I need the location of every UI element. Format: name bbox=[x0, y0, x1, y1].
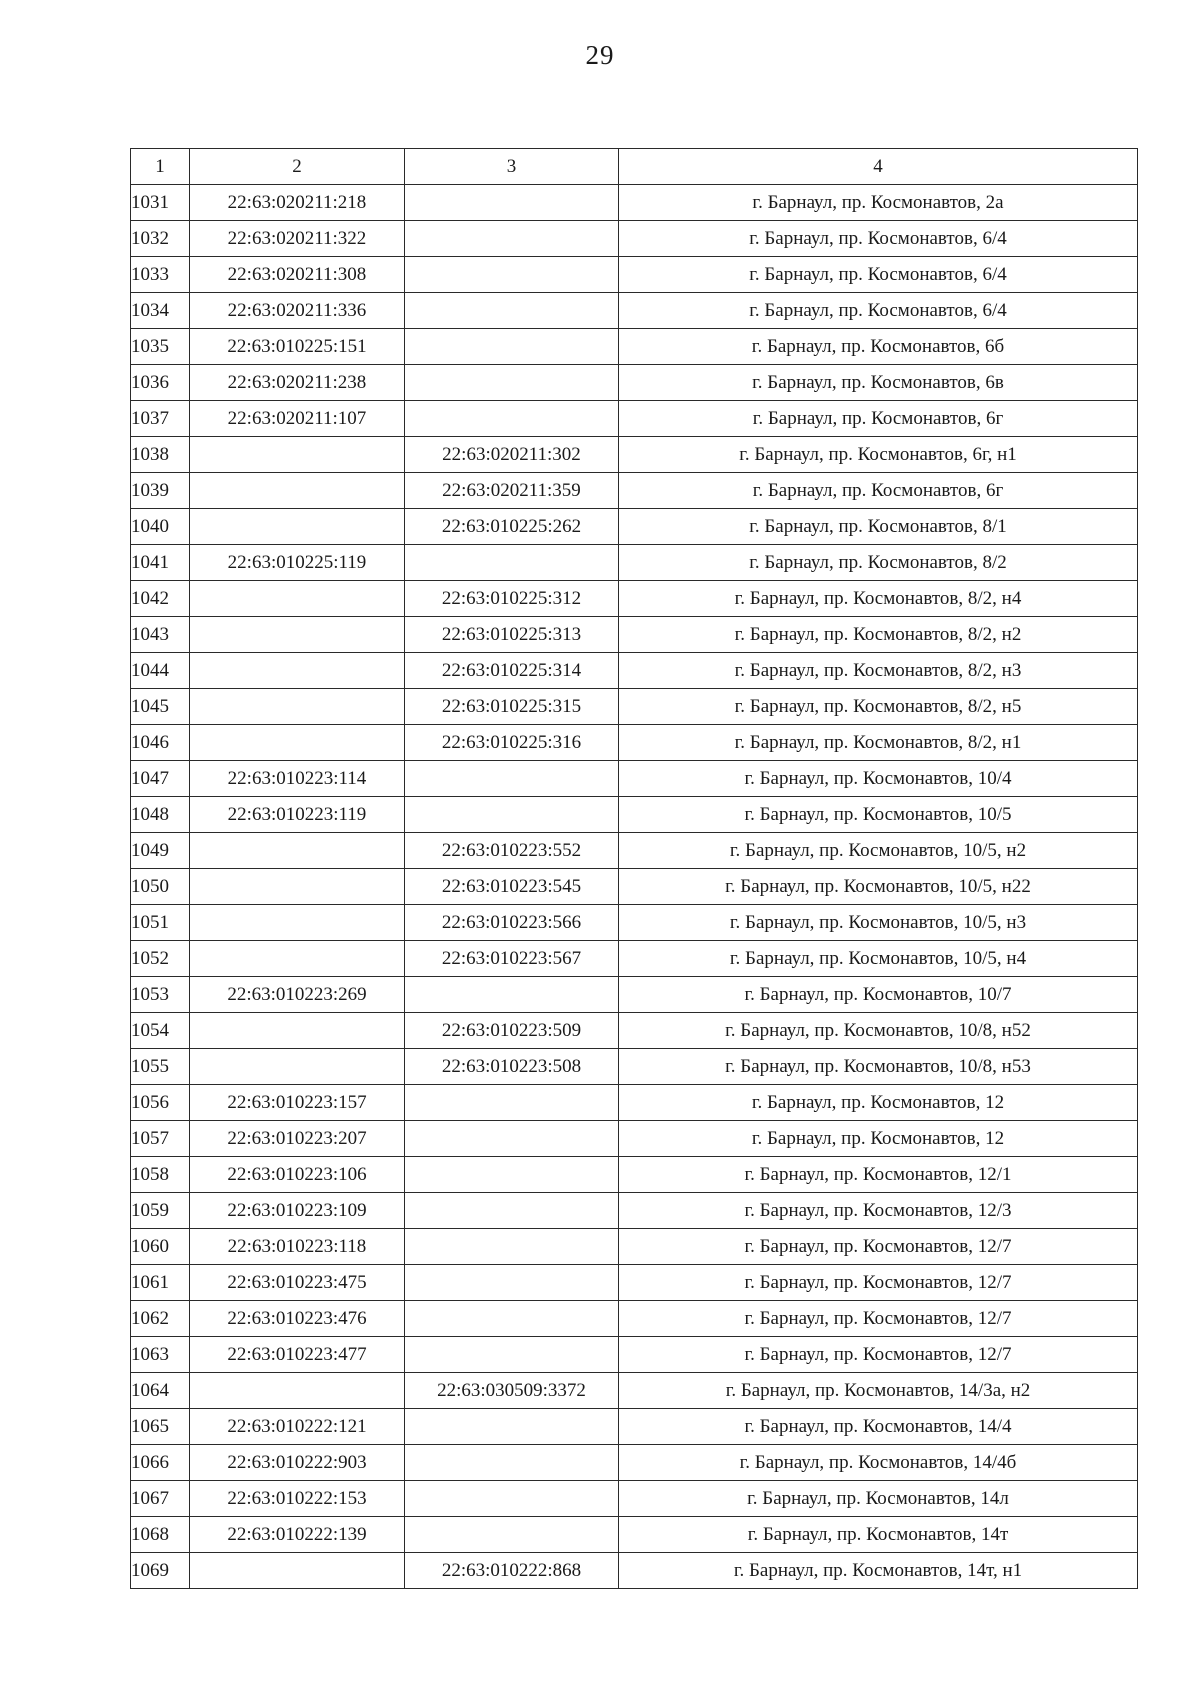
address-cell: г. Барнаул, пр. Космонавтов, 10/5 bbox=[619, 797, 1138, 833]
address-cell: г. Барнаул, пр. Космонавтов, 12/3 bbox=[619, 1193, 1138, 1229]
cadastral-number-cell: 22:63:010223:157 bbox=[190, 1085, 405, 1121]
premises-cadastral-number-cell bbox=[405, 1409, 619, 1445]
cadastral-number-cell bbox=[190, 617, 405, 653]
row-number-cell: 1031 bbox=[131, 185, 190, 221]
row-number-cell: 1042 bbox=[131, 581, 190, 617]
header-col-2: 2 bbox=[190, 149, 405, 185]
row-number-cell: 1062 bbox=[131, 1301, 190, 1337]
address-cell: г. Барнаул, пр. Космонавтов, 8/1 bbox=[619, 509, 1138, 545]
table-row bbox=[131, 365, 1138, 401]
premises-cadastral-number-cell: 22:63:010225:313 bbox=[405, 617, 619, 653]
premises-cadastral-number-cell: 22:63:010223:566 bbox=[405, 905, 619, 941]
cadastral-number-cell: 22:63:010225:119 bbox=[190, 545, 405, 581]
premises-cadastral-number-cell bbox=[405, 545, 619, 581]
cadastral-number-cell: 22:63:010222:903 bbox=[190, 1445, 405, 1481]
address-cell: г. Барнаул, пр. Космонавтов, 12/7 bbox=[619, 1301, 1138, 1337]
row-number-cell: 1037 bbox=[131, 401, 190, 437]
premises-cadastral-number-cell bbox=[405, 221, 619, 257]
premises-cadastral-number-cell bbox=[405, 1121, 619, 1157]
row-number-cell: 1043 bbox=[131, 617, 190, 653]
row-number-cell: 1064 bbox=[131, 1373, 190, 1409]
cadastral-number-cell: 22:63:020211:322 bbox=[190, 221, 405, 257]
address-cell: г. Барнаул, пр. Космонавтов, 10/8, н53 bbox=[619, 1049, 1138, 1085]
address-cell: г. Барнаул, пр. Космонавтов, 8/2, н1 bbox=[619, 725, 1138, 761]
premises-cadastral-number-cell bbox=[405, 1337, 619, 1373]
table-row bbox=[131, 1337, 1138, 1373]
cadastral-number-cell bbox=[190, 905, 405, 941]
address-cell: г. Барнаул, пр. Космонавтов, 6г, н1 bbox=[619, 437, 1138, 473]
table-row bbox=[131, 869, 1138, 905]
premises-cadastral-number-cell bbox=[405, 797, 619, 833]
premises-cadastral-number-cell: 22:63:010225:314 bbox=[405, 653, 619, 689]
row-number-cell: 1045 bbox=[131, 689, 190, 725]
row-number-cell: 1066 bbox=[131, 1445, 190, 1481]
premises-cadastral-number-cell bbox=[405, 1157, 619, 1193]
row-number-cell: 1032 bbox=[131, 221, 190, 257]
address-cell: г. Барнаул, пр. Космонавтов, 12/1 bbox=[619, 1157, 1138, 1193]
table-row bbox=[131, 1553, 1138, 1589]
premises-cadastral-number-cell: 22:63:010223:545 bbox=[405, 869, 619, 905]
premises-cadastral-number-cell bbox=[405, 185, 619, 221]
cadastral-number-cell: 22:63:010223:476 bbox=[190, 1301, 405, 1337]
table-row bbox=[131, 977, 1138, 1013]
address-cell: г. Барнаул, пр. Космонавтов, 8/2, н2 bbox=[619, 617, 1138, 653]
cadastral-number-cell: 22:63:010223:207 bbox=[190, 1121, 405, 1157]
address-cell: г. Барнаул, пр. Космонавтов, 14т, н1 bbox=[619, 1553, 1138, 1589]
row-number-cell: 1051 bbox=[131, 905, 190, 941]
row-number-cell: 1040 bbox=[131, 509, 190, 545]
cadastral-number-cell bbox=[190, 473, 405, 509]
row-number-cell: 1057 bbox=[131, 1121, 190, 1157]
cadastral-number-cell bbox=[190, 725, 405, 761]
cadastral-number-cell: 22:63:010223:269 bbox=[190, 977, 405, 1013]
premises-cadastral-number-cell: 22:63:010223:552 bbox=[405, 833, 619, 869]
cadastral-number-cell: 22:63:010222:121 bbox=[190, 1409, 405, 1445]
premises-cadastral-number-cell bbox=[405, 1265, 619, 1301]
table-row bbox=[131, 473, 1138, 509]
premises-cadastral-number-cell bbox=[405, 1085, 619, 1121]
table-row bbox=[131, 545, 1138, 581]
row-number-cell: 1035 bbox=[131, 329, 190, 365]
premises-cadastral-number-cell: 22:63:010223:567 bbox=[405, 941, 619, 977]
row-number-cell: 1067 bbox=[131, 1481, 190, 1517]
premises-cadastral-number-cell bbox=[405, 1445, 619, 1481]
cadastral-number-cell: 22:63:020211:238 bbox=[190, 365, 405, 401]
table-row bbox=[131, 401, 1138, 437]
cadastral-number-cell bbox=[190, 437, 405, 473]
table-row bbox=[131, 1085, 1138, 1121]
row-number-cell: 1063 bbox=[131, 1337, 190, 1373]
row-number-cell: 1044 bbox=[131, 653, 190, 689]
table-row bbox=[131, 1517, 1138, 1553]
table-row bbox=[131, 1049, 1138, 1085]
table-row bbox=[131, 1373, 1138, 1409]
table-row bbox=[131, 1013, 1138, 1049]
premises-cadastral-number-cell: 22:63:010225:312 bbox=[405, 581, 619, 617]
row-number-cell: 1039 bbox=[131, 473, 190, 509]
cadastral-number-cell: 22:63:020211:336 bbox=[190, 293, 405, 329]
header-col-4: 4 bbox=[619, 149, 1138, 185]
address-cell: г. Барнаул, пр. Космонавтов, 10/7 bbox=[619, 977, 1138, 1013]
address-cell: г. Барнаул, пр. Космонавтов, 10/5, н4 bbox=[619, 941, 1138, 977]
cadastral-number-cell bbox=[190, 1373, 405, 1409]
table-row bbox=[131, 293, 1138, 329]
table-row bbox=[131, 797, 1138, 833]
table-row bbox=[131, 581, 1138, 617]
premises-cadastral-number-cell: 22:63:010225:316 bbox=[405, 725, 619, 761]
cadastral-number-cell: 22:63:010223:475 bbox=[190, 1265, 405, 1301]
row-number-cell: 1034 bbox=[131, 293, 190, 329]
premises-cadastral-number-cell bbox=[405, 1517, 619, 1553]
row-number-cell: 1056 bbox=[131, 1085, 190, 1121]
page-number: 29 bbox=[585, 40, 615, 70]
address-cell: г. Барнаул, пр. Космонавтов, 10/5, н2 bbox=[619, 833, 1138, 869]
address-cell: г. Барнаул, пр. Космонавтов, 6/4 bbox=[619, 293, 1138, 329]
address-cell: г. Барнаул, пр. Космонавтов, 8/2 bbox=[619, 545, 1138, 581]
row-number-cell: 1050 bbox=[131, 869, 190, 905]
premises-cadastral-number-cell: 22:63:010225:315 bbox=[405, 689, 619, 725]
premises-cadastral-number-cell bbox=[405, 761, 619, 797]
cadastral-number-cell bbox=[190, 1553, 405, 1589]
cadastral-number-cell bbox=[190, 509, 405, 545]
address-cell: г. Барнаул, пр. Космонавтов, 14л bbox=[619, 1481, 1138, 1517]
table-body bbox=[131, 185, 1138, 1589]
header-col-1: 1 bbox=[131, 149, 190, 185]
table-row bbox=[131, 653, 1138, 689]
table-row bbox=[131, 1481, 1138, 1517]
table-row bbox=[131, 1445, 1138, 1481]
row-number-cell: 1047 bbox=[131, 761, 190, 797]
row-number-cell: 1055 bbox=[131, 1049, 190, 1085]
cadastral-number-cell: 22:63:010223:109 bbox=[190, 1193, 405, 1229]
address-cell: г. Барнаул, пр. Космонавтов, 10/5, н3 bbox=[619, 905, 1138, 941]
address-cell: г. Барнаул, пр. Космонавтов, 8/2, н4 bbox=[619, 581, 1138, 617]
address-cell: г. Барнаул, пр. Космонавтов, 2а bbox=[619, 185, 1138, 221]
cadastral-number-cell bbox=[190, 869, 405, 905]
table-row bbox=[131, 725, 1138, 761]
row-number-cell: 1058 bbox=[131, 1157, 190, 1193]
address-cell: г. Барнаул, пр. Космонавтов, 12/7 bbox=[619, 1337, 1138, 1373]
cadastral-number-cell: 22:63:010223:119 bbox=[190, 797, 405, 833]
table-row bbox=[131, 689, 1138, 725]
premises-cadastral-number-cell: 22:63:020211:302 bbox=[405, 437, 619, 473]
cadastral-number-cell bbox=[190, 653, 405, 689]
cadastral-number-cell: 22:63:020211:218 bbox=[190, 185, 405, 221]
cadastral-number-cell: 22:63:020211:308 bbox=[190, 257, 405, 293]
row-number-cell: 1061 bbox=[131, 1265, 190, 1301]
premises-cadastral-number-cell bbox=[405, 401, 619, 437]
premises-cadastral-number-cell bbox=[405, 1229, 619, 1265]
cadastral-number-cell: 22:63:010225:151 bbox=[190, 329, 405, 365]
table-row bbox=[131, 437, 1138, 473]
cadastral-number-cell: 22:63:010222:139 bbox=[190, 1517, 405, 1553]
row-number-cell: 1065 bbox=[131, 1409, 190, 1445]
table-row bbox=[131, 1121, 1138, 1157]
row-number-cell: 1069 bbox=[131, 1553, 190, 1589]
address-cell: г. Барнаул, пр. Космонавтов, 10/8, н52 bbox=[619, 1013, 1138, 1049]
table-row bbox=[131, 1409, 1138, 1445]
address-cell: г. Барнаул, пр. Космонавтов, 12 bbox=[619, 1121, 1138, 1157]
table-row bbox=[131, 1229, 1138, 1265]
premises-cadastral-number-cell bbox=[405, 1481, 619, 1517]
cadastral-number-cell bbox=[190, 1013, 405, 1049]
cadastral-number-cell bbox=[190, 689, 405, 725]
premises-cadastral-number-cell: 22:63:010223:508 bbox=[405, 1049, 619, 1085]
premises-cadastral-number-cell: 22:63:010223:509 bbox=[405, 1013, 619, 1049]
row-number-cell: 1049 bbox=[131, 833, 190, 869]
cadastral-number-cell bbox=[190, 581, 405, 617]
premises-cadastral-number-cell bbox=[405, 1301, 619, 1337]
premises-cadastral-number-cell bbox=[405, 1193, 619, 1229]
row-number-cell: 1060 bbox=[131, 1229, 190, 1265]
table-row bbox=[131, 329, 1138, 365]
premises-cadastral-number-cell bbox=[405, 365, 619, 401]
premises-cadastral-number-cell: 22:63:010222:868 bbox=[405, 1553, 619, 1589]
premises-cadastral-number-cell: 22:63:020211:359 bbox=[405, 473, 619, 509]
address-cell: г. Барнаул, пр. Космонавтов, 12 bbox=[619, 1085, 1138, 1121]
row-number-cell: 1033 bbox=[131, 257, 190, 293]
header-row bbox=[131, 149, 1138, 185]
premises-cadastral-number-cell bbox=[405, 293, 619, 329]
row-number-cell: 1052 bbox=[131, 941, 190, 977]
table-row bbox=[131, 761, 1138, 797]
address-cell: г. Барнаул, пр. Космонавтов, 12/7 bbox=[619, 1265, 1138, 1301]
premises-cadastral-number-cell: 22:63:030509:3372 bbox=[405, 1373, 619, 1409]
row-number-cell: 1048 bbox=[131, 797, 190, 833]
row-number-cell: 1038 bbox=[131, 437, 190, 473]
table-row bbox=[131, 1265, 1138, 1301]
cadastral-number-cell: 22:63:010222:153 bbox=[190, 1481, 405, 1517]
address-cell: г. Барнаул, пр. Космонавтов, 6/4 bbox=[619, 221, 1138, 257]
cadastral-number-cell: 22:63:010223:118 bbox=[190, 1229, 405, 1265]
row-number-cell: 1046 bbox=[131, 725, 190, 761]
premises-cadastral-number-cell: 22:63:010225:262 bbox=[405, 509, 619, 545]
address-cell: г. Барнаул, пр. Космонавтов, 6г bbox=[619, 401, 1138, 437]
address-cell: г. Барнаул, пр. Космонавтов, 6в bbox=[619, 365, 1138, 401]
address-cell: г. Барнаул, пр. Космонавтов, 14т bbox=[619, 1517, 1138, 1553]
table-row bbox=[131, 509, 1138, 545]
cadastral-number-cell bbox=[190, 941, 405, 977]
row-number-cell: 1068 bbox=[131, 1517, 190, 1553]
row-number-cell: 1059 bbox=[131, 1193, 190, 1229]
table-row bbox=[131, 905, 1138, 941]
table-row bbox=[131, 941, 1138, 977]
premises-cadastral-number-cell bbox=[405, 977, 619, 1013]
table-row bbox=[131, 1157, 1138, 1193]
cadastral-number-cell bbox=[190, 833, 405, 869]
header-col-3: 3 bbox=[405, 149, 619, 185]
address-cell: г. Барнаул, пр. Космонавтов, 6г bbox=[619, 473, 1138, 509]
premises-cadastral-number-cell bbox=[405, 257, 619, 293]
registry-table bbox=[130, 148, 1138, 1589]
table-row bbox=[131, 1301, 1138, 1337]
cadastral-number-cell: 22:63:010223:114 bbox=[190, 761, 405, 797]
table-header bbox=[131, 149, 1138, 185]
address-cell: г. Барнаул, пр. Космонавтов, 14/4 bbox=[619, 1409, 1138, 1445]
row-number-cell: 1041 bbox=[131, 545, 190, 581]
address-cell: г. Барнаул, пр. Космонавтов, 12/7 bbox=[619, 1229, 1138, 1265]
table-row bbox=[131, 221, 1138, 257]
table-row bbox=[131, 617, 1138, 653]
cadastral-number-cell: 22:63:020211:107 bbox=[190, 401, 405, 437]
address-cell: г. Барнаул, пр. Космонавтов, 8/2, н5 bbox=[619, 689, 1138, 725]
address-cell: г. Барнаул, пр. Космонавтов, 10/4 bbox=[619, 761, 1138, 797]
row-number-cell: 1054 bbox=[131, 1013, 190, 1049]
address-cell: г. Барнаул, пр. Космонавтов, 6б bbox=[619, 329, 1138, 365]
cadastral-number-cell: 22:63:010223:106 bbox=[190, 1157, 405, 1193]
table-row bbox=[131, 833, 1138, 869]
address-cell: г. Барнаул, пр. Космонавтов, 14/4б bbox=[619, 1445, 1138, 1481]
cadastral-number-cell bbox=[190, 1049, 405, 1085]
address-cell: г. Барнаул, пр. Космонавтов, 14/3а, н2 bbox=[619, 1373, 1138, 1409]
row-number-cell: 1036 bbox=[131, 365, 190, 401]
address-cell: г. Барнаул, пр. Космонавтов, 8/2, н3 bbox=[619, 653, 1138, 689]
address-cell: г. Барнаул, пр. Космонавтов, 6/4 bbox=[619, 257, 1138, 293]
row-number-cell: 1053 bbox=[131, 977, 190, 1013]
table-row bbox=[131, 257, 1138, 293]
table-row bbox=[131, 185, 1138, 221]
address-cell: г. Барнаул, пр. Космонавтов, 10/5, н22 bbox=[619, 869, 1138, 905]
cadastral-number-cell: 22:63:010223:477 bbox=[190, 1337, 405, 1373]
premises-cadastral-number-cell bbox=[405, 329, 619, 365]
table-row bbox=[131, 1193, 1138, 1229]
